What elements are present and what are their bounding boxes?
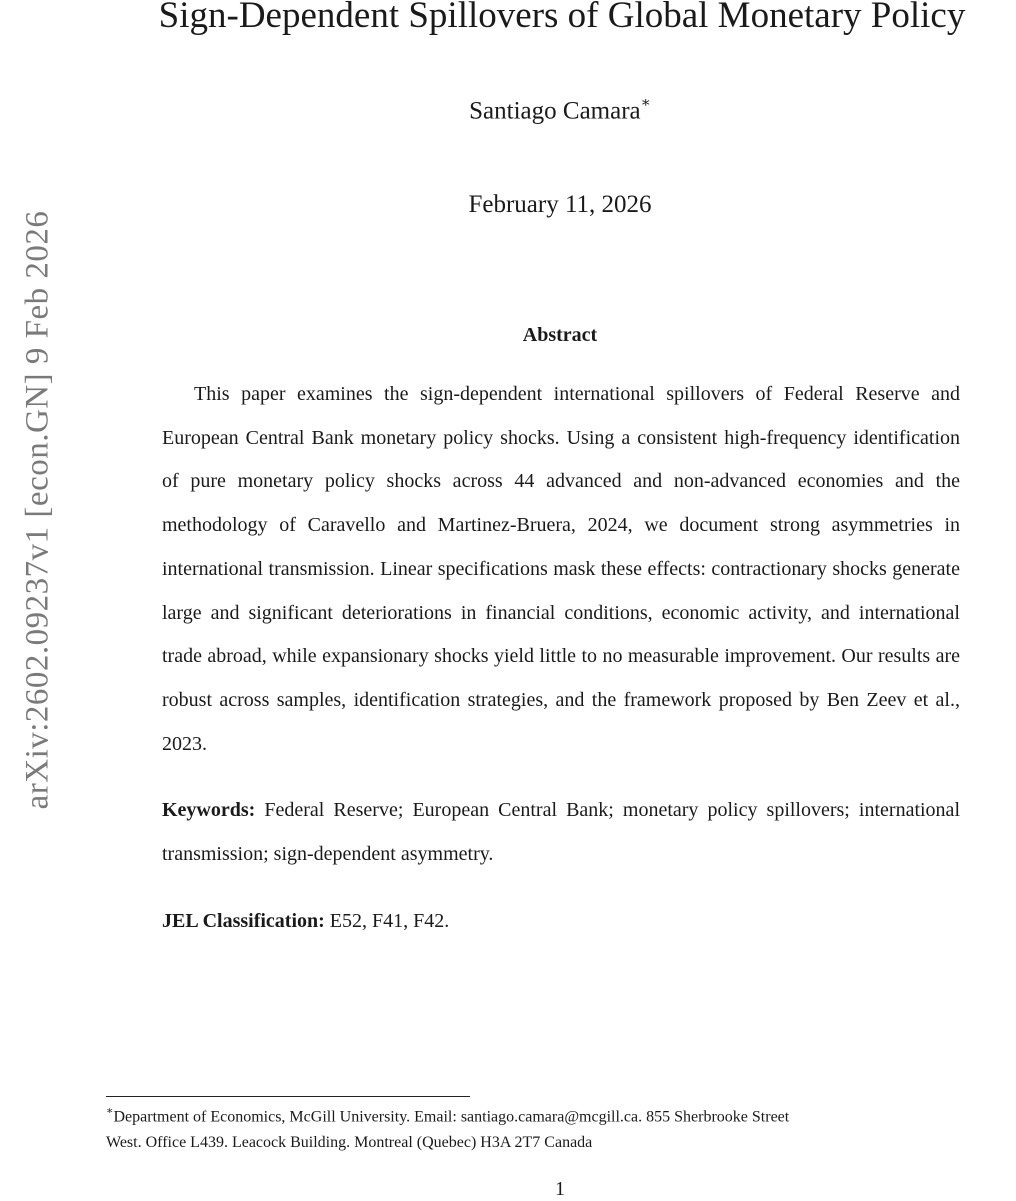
paper-date: February 11, 2026: [468, 191, 652, 218]
jel-codes: E52, F41, F42.: [324, 910, 450, 932]
paper-title: Sign-Dependent Spillovers of Global Monetary Policy: [158, 0, 966, 36]
page-number: 1: [555, 1178, 565, 1200]
author-name: Santiago Camara: [469, 97, 641, 125]
keywords-section: [162, 788, 960, 876]
author-footnote: [106, 1099, 1016, 1156]
keywords-label: Keywords:: [162, 799, 256, 821]
footnote-mark: ∗: [106, 1105, 114, 1117]
abstract-heading: Abstract: [522, 324, 598, 346]
abstract-text: This paper examines the sign-dependent international spillovers of Federal Reserve and European Central Bank monetary policy shocks. Using a consistent high-frequency identification of pure monetary policy shocks across 44 advanced and non-advanced economies and the methodology of Caravello and Martinez-Bruera, 2024, we document strong asymmetries in international transmission. Linear specifications mask these effects: contractionary shocks generate large and significant deteriorations in financial conditions, economic activity, and international trade abroad, while expansionary shocks yield little to no measurable improvement. Our results are robust across samples, identification strategies, and the framework proposed by Ben Zeev et al., 2023.: [162, 383, 960, 755]
jel-label: JEL Classification:: [162, 910, 325, 932]
jel-classification: [162, 899, 960, 943]
arxiv-identifier-stamp: arXiv:2602.09237v1 [econ.GN] 9 Feb 2026: [19, 210, 56, 810]
footnote-line-2: West. Office L439. Leacock Building. Montreal (Quebec) H3A 2T7 Canada: [106, 1134, 593, 1152]
footnote-line-1: Department of Economics, McGill University. Email: santiago.camara@mcgill.ca. 855 Sherbrooke Street: [113, 1108, 790, 1126]
author-line: [160, 95, 960, 125]
author-footnote-mark[interactable]: ∗: [640, 95, 651, 111]
keywords-text: Federal Reserve; European Central Bank; monetary policy spillovers; international transmission; sign-dependent asymmetry.: [162, 799, 960, 865]
footnote-divider: [106, 1096, 470, 1097]
